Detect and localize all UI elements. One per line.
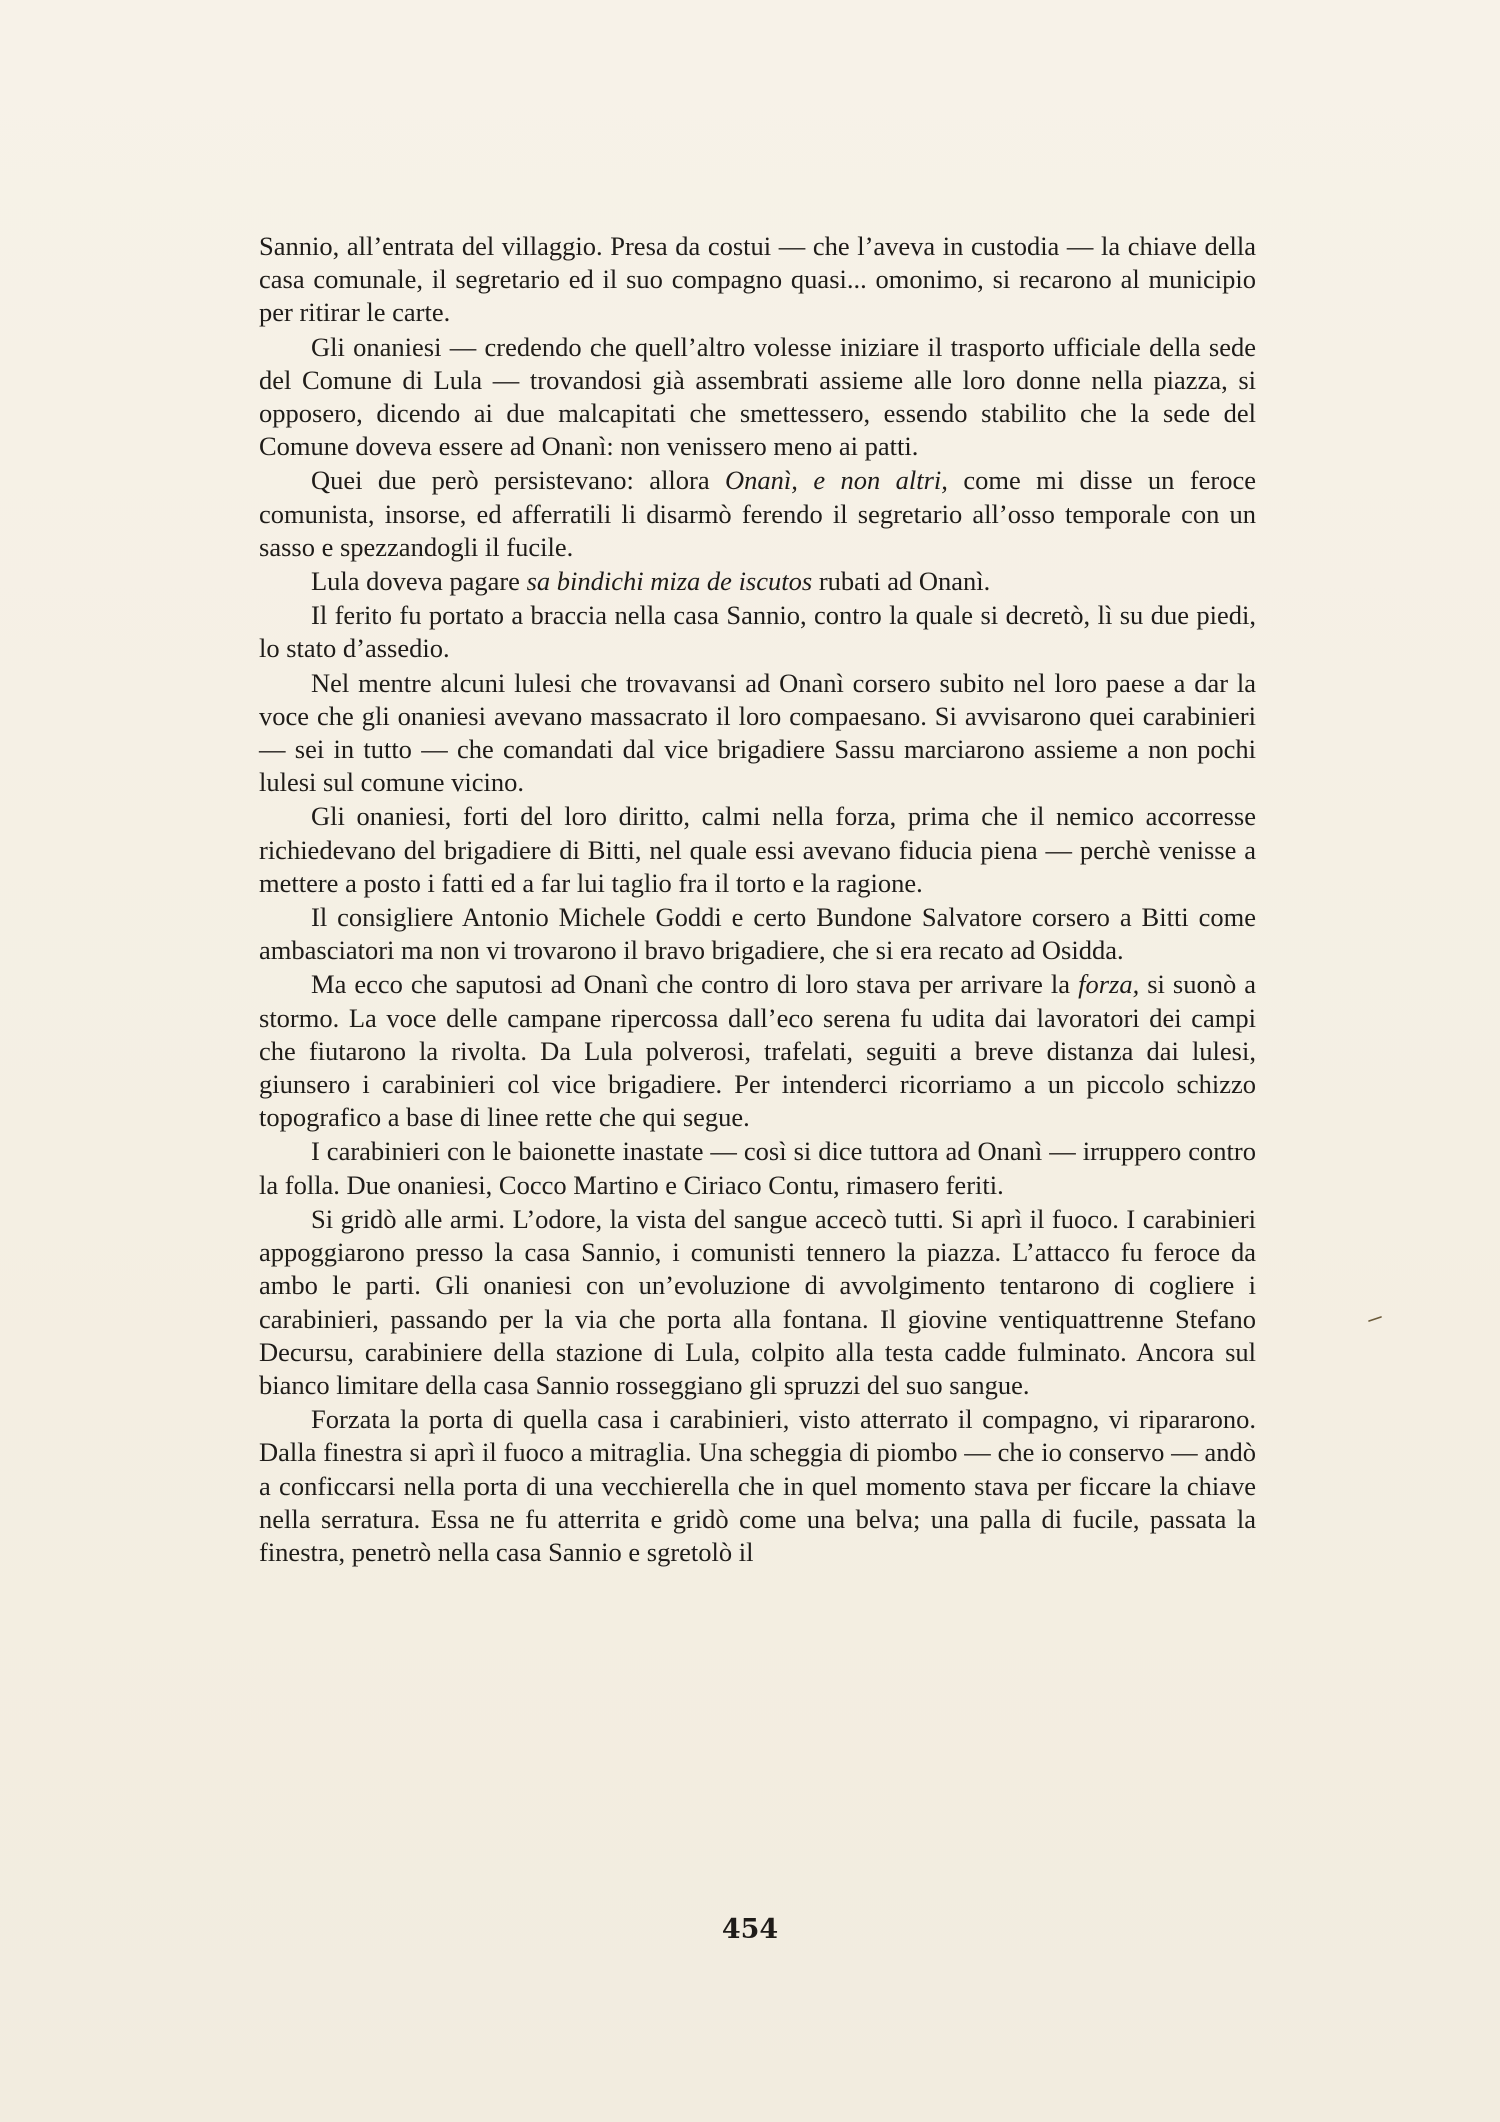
paragraph bbox=[259, 901, 1256, 967]
paragraph-text: Nel mentre alcuni lulesi che trovavansi ad Onanì corsero subito nel loro paese a dar la voce che gli onaniesi avevano massacrato il loro compaesano. Si avvisarono quei carabinieri — sei in tutto — che comandati dal vice brigadiere Sassu marciarono assieme a non pochi lulesi sul comune vicino. bbox=[259, 667, 1256, 798]
paragraph bbox=[259, 667, 1256, 800]
italic-text: Onanì, e non altri, bbox=[725, 465, 948, 496]
paragraph bbox=[259, 230, 1256, 330]
paragraph-text: Ma ecco che saputosi ad Onanì che contro di loro stava per arrivare la bbox=[311, 969, 1079, 1000]
paragraph-text: Il consigliere Antonio Michele Goddi e certo Bundone Salvatore corsero a Bitti come ambasciatori ma non vi trovarono il bravo brigadiere, che si era recato ad Osidda. bbox=[259, 902, 1256, 966]
paragraph-text: Sannio, all’entrata del villaggio. Presa da costui — che l’aveva in custodia — la chiave della casa comunale, il segretario ed il suo compagno quasi... omonimo, si recarono al municipio per ritirar le carte. bbox=[259, 231, 1256, 328]
paragraph-text: I carabinieri con le baionette inastate — così si dice tuttora ad Onanì — irruppero contro la folla. Due onaniesi, Cocco Martino e Ciriaco Contu, rimasero feriti. bbox=[259, 1136, 1256, 1200]
paragraph-text: Forzata la porta di quella casa i carabinieri, visto atterrato il compagno, vi ripararono. Dalla finestra si aprì il fuoco a mitraglia. Una scheggia di piombo — che io conservo — andò a conficcarsi nella porta di una vecchierella che in quel momento stava per ficcare la chiave nella serratura. Essa ne fu atterrita e gridò come una belva; una palla di fucile, passata la finestra, penetrò nella casa Sannio e sgretolò il bbox=[259, 1404, 1256, 1567]
page-number: 454 bbox=[721, 1914, 779, 1945]
paragraph bbox=[259, 599, 1256, 665]
paragraph-text: Quei due però persistevano: allora bbox=[311, 465, 726, 496]
paragraph bbox=[259, 1403, 1256, 1569]
paragraph-text: rubati ad Onanì. bbox=[812, 566, 991, 597]
paragraph-text: Lula doveva pagare bbox=[311, 566, 527, 597]
paragraph bbox=[259, 1203, 1256, 1402]
paragraph-text: si suonò a stormo. La voce delle campane ripercossa dall’eco serena fu udita dai lavoratori dei campi che fiutarono la rivolta. Da Lula polverosi, trafelati, seguiti a breve distanza dai lulesi, giunsero i carabinieri col vice brigadiere. Per intenderci ricorriamo a un piccolo schizzo topografico a base di linee rette che qui segue. bbox=[259, 969, 1257, 1133]
paragraph bbox=[259, 968, 1256, 1134]
italic-text: sa bindichi miza de iscutos bbox=[526, 566, 813, 597]
body-text bbox=[259, 230, 1256, 1569]
paragraph bbox=[259, 565, 1256, 598]
paragraph-text: come mi disse un feroce comunista, insorse, ed afferratili li disarmò ferendo il segretario all’osso temporale con un sasso e spezzandogli il fucile. bbox=[259, 465, 1257, 562]
paragraph-text: Il ferito fu portato a braccia nella casa Sannio, contro la quale si decretò, lì su due piedi, lo stato d’assedio. bbox=[259, 600, 1256, 664]
paragraph bbox=[259, 800, 1256, 900]
pencil-mark bbox=[1368, 1316, 1382, 1322]
paragraph bbox=[259, 1135, 1256, 1201]
paragraph-text: Gli onaniesi — credendo che quell’altro volesse iniziare il trasporto ufficiale della sede del Comune di Lula — trovandosi già assembrati assieme alle loro donne nella piazza, si opposero, dicendo ai due malcapitati che smettessero, essendo stabilito che la sede del Comune doveva essere ad Onanì: non venissero meno ai patti. bbox=[259, 331, 1256, 462]
paragraph bbox=[259, 464, 1256, 564]
paragraph-text: Gli onaniesi, forti del loro diritto, calmi nella forza, prima che il nemico accorresse richiedevano del brigadiere di Bitti, nel quale essi avevano fiducia piena — perchè venisse a mettere a posto i fatti ed a far lui taglio fra il torto e la ragione. bbox=[259, 801, 1256, 898]
italic-text: forza, bbox=[1078, 969, 1140, 1000]
paragraph bbox=[259, 331, 1256, 464]
paragraph-text: Si gridò alle armi. L’odore, la vista del sangue accecò tutti. Si aprì il fuoco. I carabinieri appoggiarono presso la casa Sannio, i comunisti tennero la piazza. L’attacco fu feroce da ambo le parti. Gli onaniesi con un’evoluzione di avvolgimento tentarono di cogliere i carabinieri, passando per la via che porta alla fontana. Il giovine ventiquattrenne Stefano Decursu, carabiniere della stazione di Lula, colpito alla testa cadde fulminato. Ancora sul bianco limitare della casa Sannio rosseggiano gli spruzzi del suo sangue. bbox=[259, 1203, 1256, 1400]
